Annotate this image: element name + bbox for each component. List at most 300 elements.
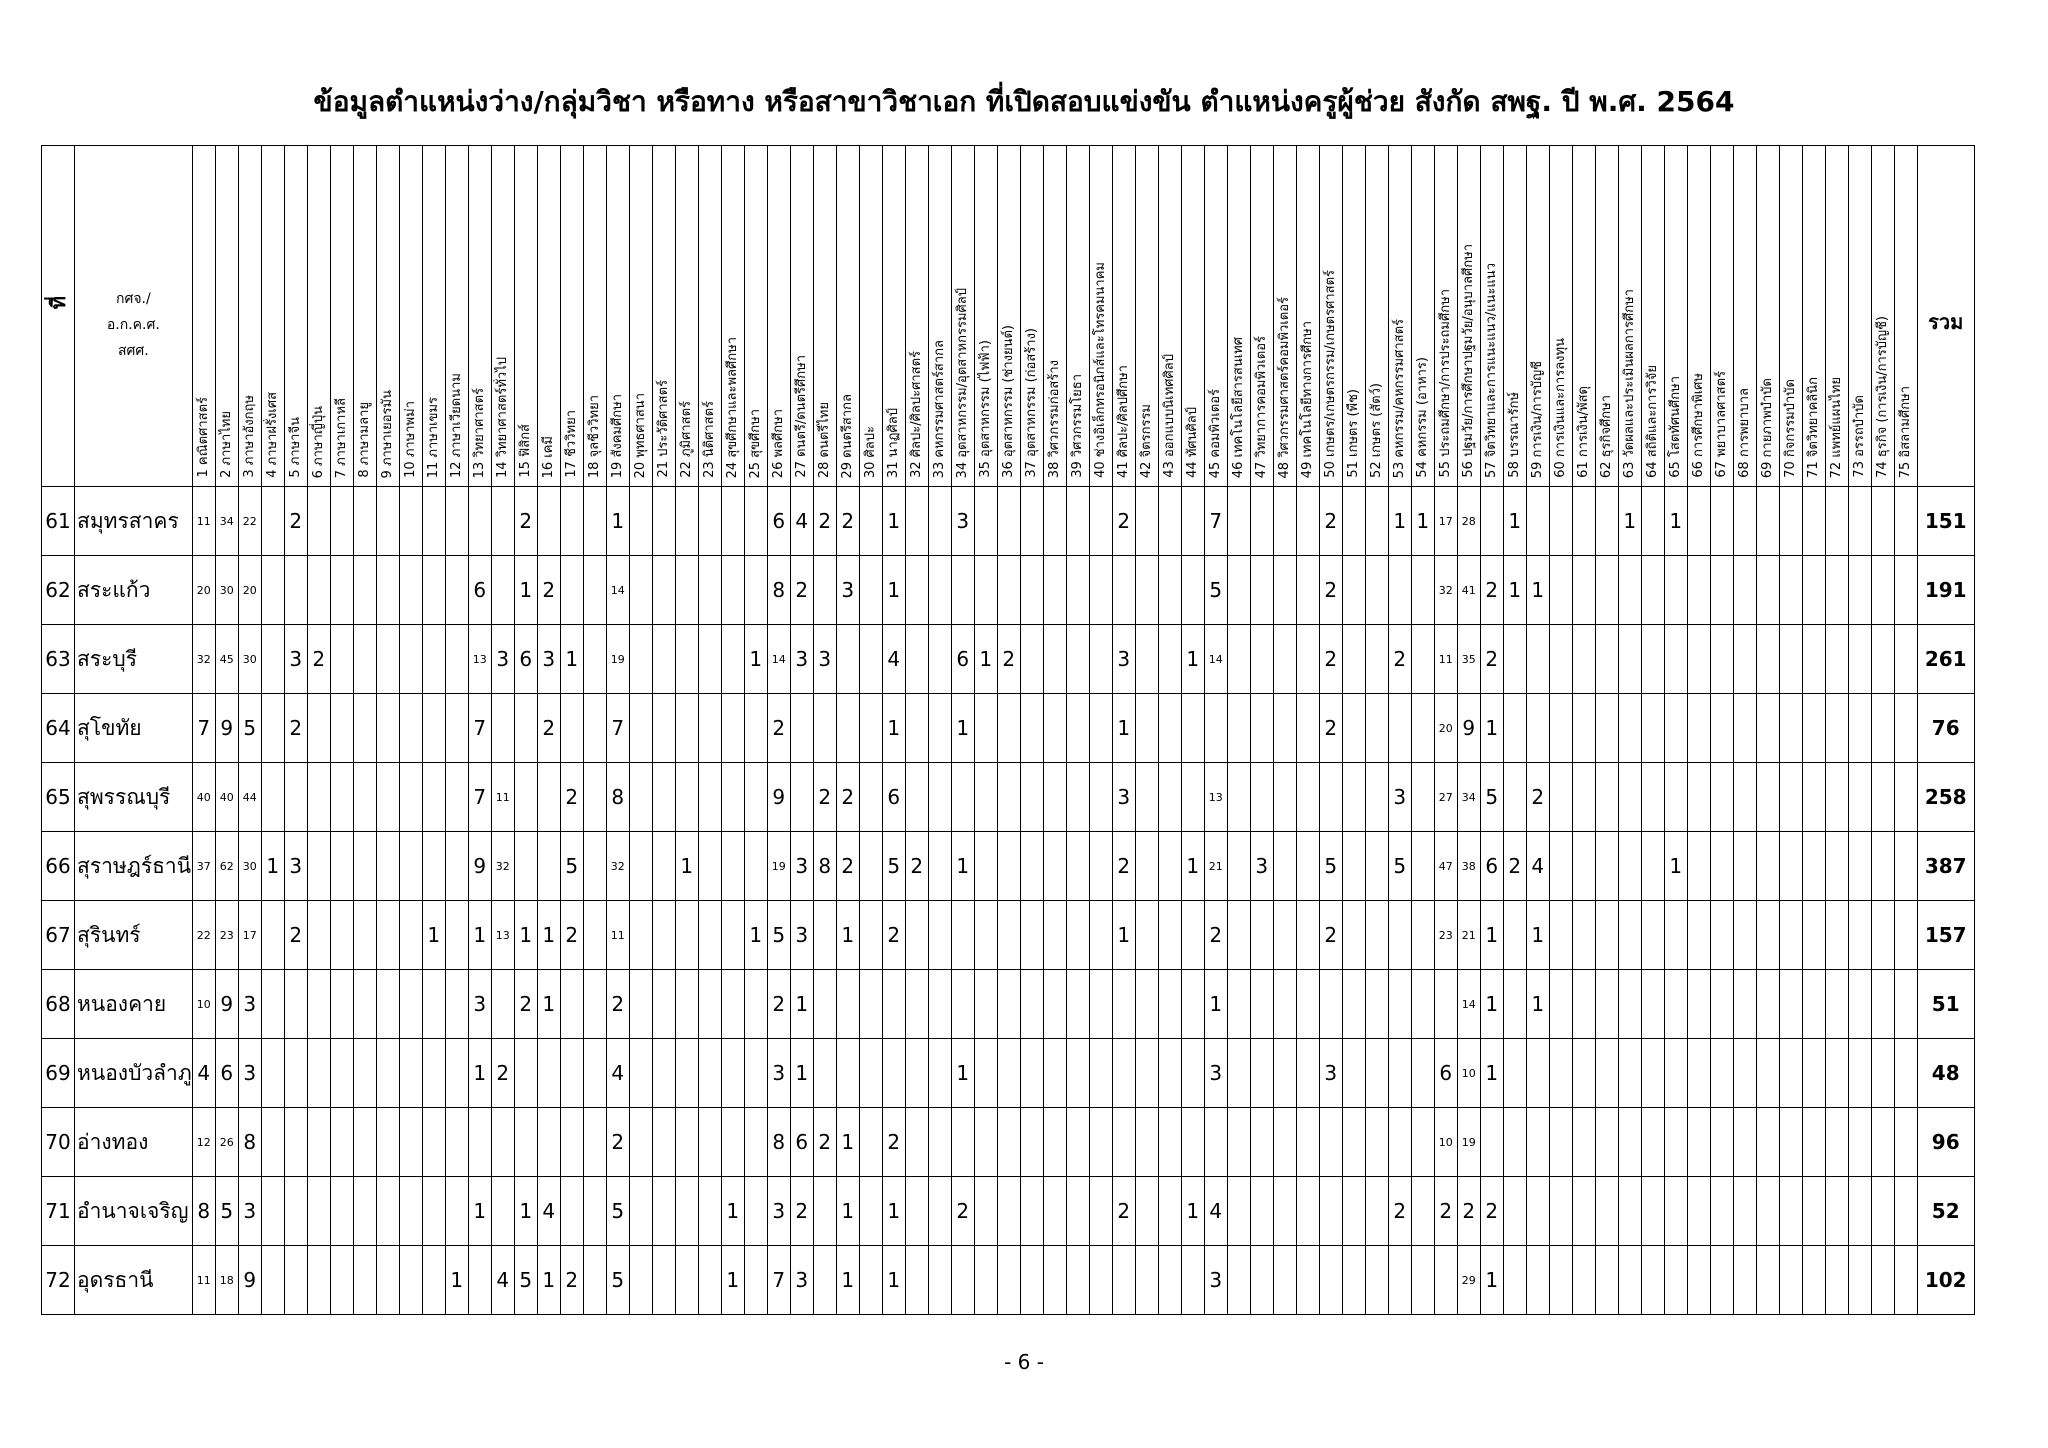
cell-subject-21: [652, 625, 675, 694]
cell-subject-18: [583, 901, 606, 970]
cell-subject-2: 34: [215, 487, 238, 556]
cell-subject-47: [1250, 694, 1273, 763]
cell-subject-3: 22: [238, 487, 261, 556]
cell-subject-26: 3: [767, 1039, 790, 1108]
header-subject-33: 33 คหกรรมศาสตร์สากล: [928, 146, 951, 487]
cell-subject-42: [1135, 1108, 1158, 1177]
row-number: 68: [42, 970, 75, 1039]
header-subject-30: 30 ศิลปะ: [859, 146, 882, 487]
cell-subject-1: 11: [192, 487, 215, 556]
cell-subject-21: [652, 1039, 675, 1108]
cell-subject-17: 1: [560, 625, 583, 694]
cell-subject-18: [583, 1039, 606, 1108]
cell-subject-50: 2: [1319, 901, 1342, 970]
cell-subject-47: [1250, 556, 1273, 625]
cell-subject-52: [1365, 1039, 1388, 1108]
cell-subject-58: [1503, 970, 1526, 1039]
cell-subject-58: [1503, 901, 1526, 970]
cell-subject-34: 1: [951, 832, 974, 901]
cell-subject-54: [1411, 694, 1434, 763]
cell-subject-70: [1779, 901, 1802, 970]
cell-subject-68: [1733, 556, 1756, 625]
header-subject-29: 29 ดนตรีสากล: [836, 146, 859, 487]
cell-subject-53: [1388, 694, 1411, 763]
cell-subject-52: [1365, 487, 1388, 556]
cell-subject-57: 2: [1480, 625, 1503, 694]
cell-subject-63: [1618, 556, 1641, 625]
cell-subject-74: [1871, 901, 1894, 970]
cell-subject-29: 2: [836, 487, 859, 556]
cell-subject-53: [1388, 970, 1411, 1039]
cell-subject-30: [859, 1039, 882, 1108]
cell-subject-19: 5: [606, 1177, 629, 1246]
cell-subject-64: [1641, 970, 1664, 1039]
cell-subject-70: [1779, 970, 1802, 1039]
cell-subject-59: 1: [1526, 970, 1549, 1039]
cell-subject-5: 2: [284, 487, 307, 556]
cell-subject-35: [974, 694, 997, 763]
cell-subject-21: [652, 1108, 675, 1177]
cell-subject-71: [1802, 625, 1825, 694]
cell-subject-61: [1572, 487, 1595, 556]
cell-subject-39: [1066, 763, 1089, 832]
cell-subject-27: 2: [790, 556, 813, 625]
cell-subject-24: [721, 1108, 744, 1177]
cell-subject-21: [652, 763, 675, 832]
header-subject-26: 26 พลศึกษา: [767, 146, 790, 487]
cell-subject-66: [1687, 832, 1710, 901]
cell-subject-18: [583, 625, 606, 694]
cell-subject-55: [1434, 970, 1457, 1039]
cell-subject-43: [1158, 487, 1181, 556]
cell-subject-32: [905, 487, 928, 556]
cell-subject-73: [1848, 763, 1871, 832]
cell-subject-39: [1066, 1039, 1089, 1108]
cell-subject-49: [1296, 832, 1319, 901]
cell-subject-40: [1089, 487, 1112, 556]
row-office-name: สระบุรี: [75, 625, 193, 694]
cell-subject-73: [1848, 694, 1871, 763]
cell-subject-54: [1411, 1039, 1434, 1108]
cell-subject-28: 2: [813, 1108, 836, 1177]
cell-subject-52: [1365, 763, 1388, 832]
cell-subject-39: [1066, 487, 1089, 556]
cell-subject-73: [1848, 901, 1871, 970]
cell-subject-74: [1871, 487, 1894, 556]
cell-subject-28: [813, 1039, 836, 1108]
cell-subject-21: [652, 970, 675, 1039]
cell-subject-64: [1641, 556, 1664, 625]
cell-subject-16: 3: [537, 625, 560, 694]
cell-subject-19: 1: [606, 487, 629, 556]
cell-subject-31: 1: [882, 694, 905, 763]
cell-subject-69: [1756, 694, 1779, 763]
cell-subject-42: [1135, 556, 1158, 625]
cell-subject-39: [1066, 1177, 1089, 1246]
cell-subject-11: 1: [422, 901, 445, 970]
cell-subject-11: [422, 487, 445, 556]
cell-subject-70: [1779, 625, 1802, 694]
cell-subject-17: 5: [560, 832, 583, 901]
cell-subject-23: [698, 1108, 721, 1177]
cell-subject-40: [1089, 1039, 1112, 1108]
cell-subject-62: [1595, 1246, 1618, 1315]
cell-subject-32: [905, 763, 928, 832]
cell-subject-75: [1894, 1039, 1917, 1108]
cell-subject-8: [353, 625, 376, 694]
cell-subject-8: [353, 1108, 376, 1177]
cell-subject-67: [1710, 901, 1733, 970]
cell-subject-58: [1503, 1177, 1526, 1246]
cell-subject-39: [1066, 970, 1089, 1039]
cell-subject-70: [1779, 1039, 1802, 1108]
cell-subject-68: [1733, 1246, 1756, 1315]
cell-subject-15: 1: [514, 1177, 537, 1246]
cell-subject-48: [1273, 1108, 1296, 1177]
cell-subject-23: [698, 901, 721, 970]
header-subject-12: 12 ภาษาเวียดนาม: [445, 146, 468, 487]
header-subject-15: 15 ฟิสิกส์: [514, 146, 537, 487]
cell-subject-14: [491, 970, 514, 1039]
cell-subject-59: 2: [1526, 763, 1549, 832]
cell-subject-19: 5: [606, 1246, 629, 1315]
cell-subject-22: [675, 901, 698, 970]
cell-subject-21: [652, 1177, 675, 1246]
cell-subject-54: [1411, 1108, 1434, 1177]
cell-subject-31: [882, 970, 905, 1039]
cell-subject-36: [997, 1177, 1020, 1246]
header-subject-54: 54 คหกรรม (อาหาร): [1411, 146, 1434, 487]
cell-subject-35: [974, 1246, 997, 1315]
cell-subject-24: [721, 487, 744, 556]
cell-subject-30: [859, 556, 882, 625]
cell-subject-35: [974, 901, 997, 970]
cell-subject-12: [445, 763, 468, 832]
cell-subject-72: [1825, 625, 1848, 694]
cell-subject-24: [721, 970, 744, 1039]
cell-subject-21: [652, 694, 675, 763]
cell-subject-41: 1: [1112, 694, 1135, 763]
cell-subject-6: [307, 763, 330, 832]
header-subject-52: 52 เกษตร (สัตว์): [1365, 146, 1388, 487]
cell-subject-8: [353, 901, 376, 970]
header-subject-51: 51 เกษตร (พืช): [1342, 146, 1365, 487]
cell-subject-22: [675, 694, 698, 763]
cell-subject-41: [1112, 970, 1135, 1039]
cell-subject-75: [1894, 487, 1917, 556]
cell-subject-12: [445, 1177, 468, 1246]
cell-subject-40: [1089, 1108, 1112, 1177]
cell-subject-8: [353, 1177, 376, 1246]
cell-subject-48: [1273, 1039, 1296, 1108]
cell-subject-61: [1572, 763, 1595, 832]
cell-subject-39: [1066, 832, 1089, 901]
cell-subject-16: [537, 763, 560, 832]
cell-subject-73: [1848, 832, 1871, 901]
cell-subject-65: [1664, 556, 1687, 625]
cell-subject-53: [1388, 1246, 1411, 1315]
cell-subject-27: [790, 694, 813, 763]
cell-subject-41: 2: [1112, 1177, 1135, 1246]
cell-subject-42: [1135, 694, 1158, 763]
cell-subject-60: [1549, 763, 1572, 832]
cell-subject-46: [1227, 1246, 1250, 1315]
cell-subject-26: 9: [767, 763, 790, 832]
cell-subject-48: [1273, 970, 1296, 1039]
cell-subject-54: [1411, 763, 1434, 832]
cell-subject-45: 21: [1204, 832, 1227, 901]
header-subject-23: 23 นิติศาสตร์: [698, 146, 721, 487]
cell-subject-44: [1181, 487, 1204, 556]
cell-subject-17: [560, 1039, 583, 1108]
cell-subject-21: [652, 832, 675, 901]
cell-subject-59: [1526, 625, 1549, 694]
cell-subject-34: 3: [951, 487, 974, 556]
cell-subject-20: [629, 832, 652, 901]
cell-subject-25: [744, 1177, 767, 1246]
cell-subject-73: [1848, 625, 1871, 694]
cell-subject-15: 1: [514, 556, 537, 625]
cell-subject-1: 10: [192, 970, 215, 1039]
cell-subject-7: [330, 625, 353, 694]
cell-subject-6: [307, 1039, 330, 1108]
cell-subject-72: [1825, 556, 1848, 625]
cell-subject-19: 14: [606, 556, 629, 625]
cell-subject-10: [399, 1108, 422, 1177]
cell-subject-41: 2: [1112, 487, 1135, 556]
cell-subject-53: 2: [1388, 1177, 1411, 1246]
cell-subject-66: [1687, 901, 1710, 970]
cell-subject-37: [1020, 1177, 1043, 1246]
cell-subject-53: 5: [1388, 832, 1411, 901]
header-subject-22: 22 ภูมิศาสตร์: [675, 146, 698, 487]
cell-subject-33: [928, 694, 951, 763]
cell-subject-68: [1733, 694, 1756, 763]
header-subject-42: 42 จิตรกรรม: [1135, 146, 1158, 487]
cell-subject-55: 2: [1434, 1177, 1457, 1246]
cell-subject-45: 3: [1204, 1246, 1227, 1315]
cell-subject-21: [652, 487, 675, 556]
cell-subject-35: [974, 487, 997, 556]
row-office-name: หนองบัวลำภู: [75, 1039, 193, 1108]
header-subject-11: 11 ภาษาเขมร: [422, 146, 445, 487]
cell-subject-66: [1687, 763, 1710, 832]
cell-subject-71: [1802, 1246, 1825, 1315]
cell-subject-60: [1549, 694, 1572, 763]
cell-subject-68: [1733, 832, 1756, 901]
cell-subject-2: 18: [215, 1246, 238, 1315]
cell-subject-7: [330, 763, 353, 832]
header-subject-43: 43 ออกแบบนิเทศศิลป์: [1158, 146, 1181, 487]
cell-subject-69: [1756, 625, 1779, 694]
cell-subject-46: [1227, 832, 1250, 901]
cell-subject-60: [1549, 1039, 1572, 1108]
cell-subject-61: [1572, 901, 1595, 970]
cell-subject-55: 47: [1434, 832, 1457, 901]
cell-subject-30: [859, 694, 882, 763]
cell-subject-36: [997, 556, 1020, 625]
cell-subject-69: [1756, 970, 1779, 1039]
cell-subject-64: [1641, 763, 1664, 832]
cell-subject-2: 9: [215, 694, 238, 763]
cell-subject-40: [1089, 763, 1112, 832]
cell-subject-4: 1: [261, 832, 284, 901]
cell-subject-57: 2: [1480, 556, 1503, 625]
cell-subject-52: [1365, 1177, 1388, 1246]
cell-subject-36: [997, 1108, 1020, 1177]
cell-subject-19: 2: [606, 1108, 629, 1177]
cell-subject-22: [675, 1177, 698, 1246]
cell-subject-2: 26: [215, 1108, 238, 1177]
cell-subject-7: [330, 1039, 353, 1108]
cell-subject-66: [1687, 694, 1710, 763]
cell-subject-51: [1342, 1177, 1365, 1246]
header-subject-63: 63 วัดผลและประเมินผลการศึกษา: [1618, 146, 1641, 487]
cell-subject-71: [1802, 487, 1825, 556]
cell-subject-4: [261, 901, 284, 970]
cell-subject-49: [1296, 1177, 1319, 1246]
cell-subject-49: [1296, 625, 1319, 694]
table-row: [42, 694, 1975, 763]
row-total: 51: [1917, 970, 1974, 1039]
header-subject-37: 37 อุตสาหกรรม (ก่อสร้าง): [1020, 146, 1043, 487]
cell-subject-45: 5: [1204, 556, 1227, 625]
cell-subject-15: [514, 694, 537, 763]
cell-subject-32: [905, 901, 928, 970]
cell-subject-64: [1641, 625, 1664, 694]
table-row: [42, 1039, 1975, 1108]
cell-subject-52: [1365, 1246, 1388, 1315]
header-subject-40: 40 ช่างอิเล็กทรอนิกส์และโทรคมนาคม: [1089, 146, 1112, 487]
header-subject-19: 19 สังคมศึกษา: [606, 146, 629, 487]
header-subject-53: 53 คหกรรม/คหกรรมศาสตร์: [1388, 146, 1411, 487]
cell-subject-65: [1664, 625, 1687, 694]
cell-subject-68: [1733, 1177, 1756, 1246]
cell-subject-72: [1825, 1039, 1848, 1108]
cell-subject-48: [1273, 694, 1296, 763]
cell-subject-26: 14: [767, 625, 790, 694]
cell-subject-3: 30: [238, 832, 261, 901]
cell-subject-41: 1: [1112, 901, 1135, 970]
cell-subject-36: [997, 970, 1020, 1039]
cell-subject-50: 3: [1319, 1039, 1342, 1108]
cell-subject-9: [376, 1246, 399, 1315]
cell-subject-35: [974, 763, 997, 832]
cell-subject-5: [284, 1177, 307, 1246]
cell-subject-2: 23: [215, 901, 238, 970]
cell-subject-61: [1572, 832, 1595, 901]
header-subject-28: 28 ดนตรีไทย: [813, 146, 836, 487]
cell-subject-23: [698, 763, 721, 832]
cell-subject-67: [1710, 1039, 1733, 1108]
cell-subject-32: [905, 970, 928, 1039]
cell-subject-4: [261, 1177, 284, 1246]
cell-subject-58: 1: [1503, 487, 1526, 556]
cell-subject-43: [1158, 1039, 1181, 1108]
cell-subject-11: [422, 763, 445, 832]
row-number: 61: [42, 487, 75, 556]
cell-subject-22: [675, 1108, 698, 1177]
cell-subject-1: 22: [192, 901, 215, 970]
cell-subject-3: 17: [238, 901, 261, 970]
cell-subject-35: [974, 970, 997, 1039]
cell-subject-69: [1756, 763, 1779, 832]
cell-subject-46: [1227, 970, 1250, 1039]
cell-subject-14: 13: [491, 901, 514, 970]
row-total: 191: [1917, 556, 1974, 625]
cell-subject-71: [1802, 556, 1825, 625]
cell-subject-28: 3: [813, 625, 836, 694]
cell-subject-70: [1779, 694, 1802, 763]
row-number: 71: [42, 1177, 75, 1246]
cell-subject-4: [261, 1039, 284, 1108]
cell-subject-15: 2: [514, 970, 537, 1039]
cell-subject-52: [1365, 556, 1388, 625]
cell-subject-20: [629, 625, 652, 694]
cell-subject-51: [1342, 487, 1365, 556]
cell-subject-23: [698, 1039, 721, 1108]
cell-subject-59: [1526, 1039, 1549, 1108]
cell-subject-23: [698, 556, 721, 625]
cell-subject-35: [974, 556, 997, 625]
cell-subject-36: [997, 1246, 1020, 1315]
cell-subject-23: [698, 487, 721, 556]
header-subject-45: 45 คอมพิวเตอร์: [1204, 146, 1227, 487]
cell-subject-25: [744, 970, 767, 1039]
cell-subject-23: [698, 1177, 721, 1246]
header-subject-48: 48 วิศวกรรมศาสตร์คอมพิวเตอร์: [1273, 146, 1296, 487]
cell-subject-41: [1112, 1108, 1135, 1177]
row-total: 261: [1917, 625, 1974, 694]
cell-subject-69: [1756, 1246, 1779, 1315]
cell-subject-22: [675, 556, 698, 625]
cell-subject-34: 6: [951, 625, 974, 694]
cell-subject-48: [1273, 1177, 1296, 1246]
cell-subject-56: 21: [1457, 901, 1480, 970]
cell-subject-26: 19: [767, 832, 790, 901]
cell-subject-46: [1227, 1039, 1250, 1108]
cell-subject-33: [928, 901, 951, 970]
cell-subject-33: [928, 1177, 951, 1246]
cell-subject-44: 1: [1181, 832, 1204, 901]
cell-subject-18: [583, 1177, 606, 1246]
row-office-name: สระแก้ว: [75, 556, 193, 625]
cell-subject-10: [399, 625, 422, 694]
cell-subject-57: [1480, 1108, 1503, 1177]
cell-subject-7: [330, 694, 353, 763]
row-office-name: สุราษฎร์ธานี: [75, 832, 193, 901]
cell-subject-65: 1: [1664, 832, 1687, 901]
cell-subject-72: [1825, 1108, 1848, 1177]
row-number: 67: [42, 901, 75, 970]
cell-subject-37: [1020, 763, 1043, 832]
cell-subject-18: [583, 487, 606, 556]
cell-subject-18: [583, 694, 606, 763]
header-subject-24: 24 สุขศึกษาและพลศึกษา: [721, 146, 744, 487]
cell-subject-12: [445, 970, 468, 1039]
cell-subject-55: 11: [1434, 625, 1457, 694]
cell-subject-46: [1227, 487, 1250, 556]
cell-subject-8: [353, 694, 376, 763]
header-no: ที่: [42, 146, 75, 487]
row-office-name: สุรินทร์: [75, 901, 193, 970]
cell-subject-54: [1411, 556, 1434, 625]
cell-subject-25: [744, 694, 767, 763]
row-number: 63: [42, 625, 75, 694]
cell-subject-17: [560, 1177, 583, 1246]
cell-subject-65: [1664, 694, 1687, 763]
cell-subject-62: [1595, 763, 1618, 832]
